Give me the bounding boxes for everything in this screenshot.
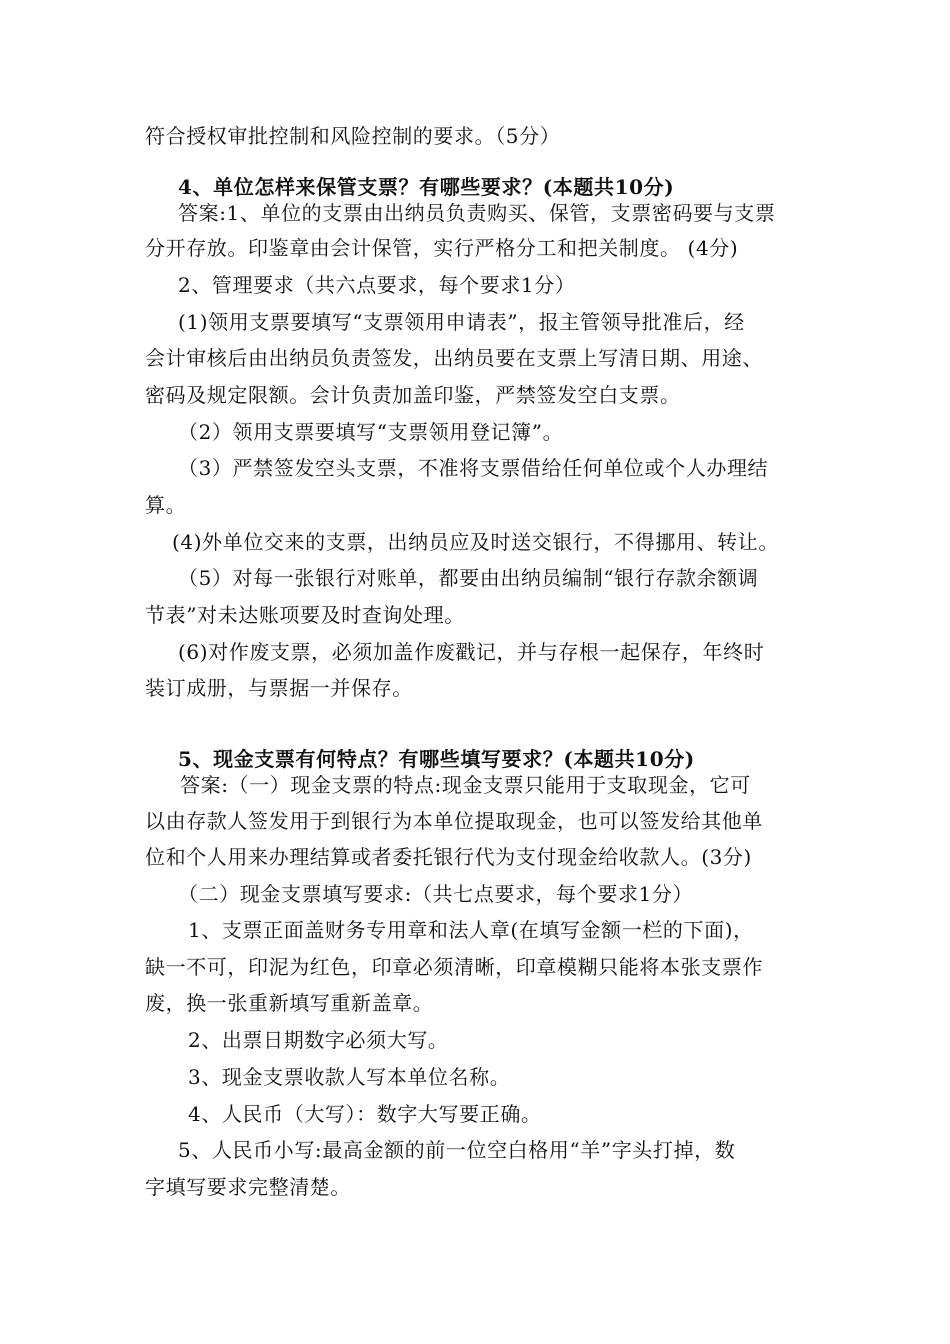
q4-answer-line: （5）对每一张银行对账单，都要由出纳员编制“银行存款余额调 bbox=[178, 566, 759, 590]
q5-answer-line: 2、出票日期数字必须大写。 bbox=[188, 1028, 449, 1052]
q5-answer-line: 5、人民币小写:最高金额的前一位空白格用“羊”字头打掉，数 bbox=[178, 1138, 736, 1162]
q5-answer-line: 字填写要求完整清楚。 bbox=[145, 1175, 351, 1199]
q5-answer-line: 1、支票正面盖财务专用章和法人章(在填写金额一栏的下面)， bbox=[188, 918, 754, 942]
q4-answer-line: 算。 bbox=[145, 493, 187, 517]
q4-answer-line: 会计审核后由出纳员负责签发，出纳员要在支票上写清日期、用途、 bbox=[145, 346, 763, 370]
q4-answer-line: 密码及规定限额。会计负责加盖印鉴，严禁签发空白支票。 bbox=[145, 383, 681, 407]
q4-answer-line: 答案:1、单位的支票由出纳员负责购买、保管，支票密码要与支票 bbox=[178, 201, 776, 225]
q5-answer-line: （二）现金支票填写要求:（共七点要求，每个要求1分） bbox=[178, 882, 694, 906]
q4-answer-line: （3）严禁签发空头支票，不准将支票借给任何单位或个人办理结 bbox=[178, 456, 769, 480]
q4-answer-line: (4)外单位交来的支票，出纳员应及时送交银行，不得挪用、转让。 bbox=[172, 530, 779, 554]
q5-answer-line: 3、现金支票收款人写本单位名称。 bbox=[188, 1065, 511, 1089]
q5-answer-line: 以由存款人签发用于到银行为本单位提取现金，也可以签发给其他单 bbox=[145, 809, 763, 833]
question-5-heading: 5、现金支票有何特点？有哪些填写要求？(本题共10分) bbox=[178, 747, 695, 771]
q5-answer-line: 废，换一张重新填写重新盖章。 bbox=[145, 991, 434, 1015]
q4-answer-line: （2）领用支票要填写“支票领用登记簿”。 bbox=[178, 420, 564, 444]
q4-answer-line: 装订成册，与票据一并保存。 bbox=[145, 676, 413, 700]
q4-answer-line: (1)领用支票要填写“支票领用申请表”，报主管领导批准后，经 bbox=[178, 310, 745, 334]
intro-line: 符合授权审批控制和风险控制的要求。（5分） bbox=[145, 124, 561, 148]
q4-answer-line: 分开存放。印鉴章由会计保管，实行严格分工和把关制度。 (4分) bbox=[145, 236, 739, 260]
q5-answer-line: 答案:（一）现金支票的特点:现金支票只能用于支取现金，它可 bbox=[180, 773, 751, 797]
q5-answer-line: 位和个人用来办理结算或者委托银行代为支付现金给收款人。(3分) bbox=[145, 845, 752, 869]
q4-answer-line: 节表”对未达账项要及时查询处理。 bbox=[145, 603, 465, 627]
q4-answer-line: (6)对作废支票，必须加盖作废戳记，并与存根一起保存，年终时 bbox=[178, 640, 765, 664]
q4-answer-line: 2、管理要求（共六点要求，每个要求1分） bbox=[178, 273, 576, 297]
question-4-heading: 4、单位怎样来保管支票？有哪些要求？(本题共10分) bbox=[178, 175, 675, 199]
q5-answer-line: 缺一不可，印泥为红色，印章必须清晰，印章模糊只能将本张支票作 bbox=[145, 955, 763, 979]
q5-answer-line: 4、人民币（大写）：数字大写要正确。 bbox=[188, 1102, 542, 1126]
